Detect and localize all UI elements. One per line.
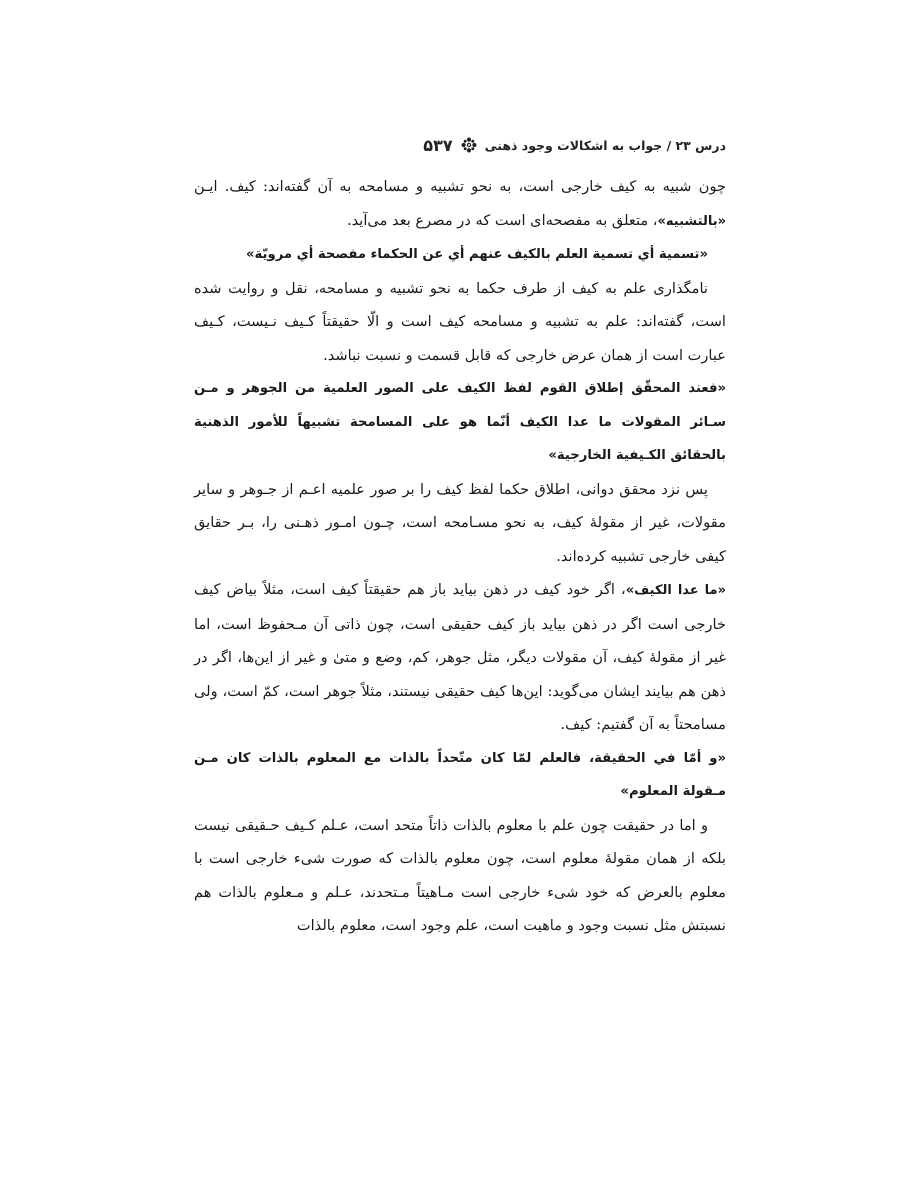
arabic-quote-3: «و أمّا في الحقيقة، فالعلم لمّا كان متّحداً بالذات مع المعلوم بالذات كان مـن مـقولة المعلوم» <box>194 750 726 799</box>
paragraph-1-text: چون شبیه به کیف خارجی است، به نحو تشبیه و مسامحه به آن گفته‌اند: کیف. ایـن <box>194 178 726 195</box>
paragraph-2: نامگذاری علم به کیف از طرف حکما به نحو تشبیه و مسامحه، نقل و روایت شده است، گفته‌اند: علم به تشبیه و مسامحه کیف است و الّا حقیقتاً کـیف نـیست، کـیف عبارت است از همان عرض خارجی که قابل قسمت و نسبت نباشد. <box>194 279 726 364</box>
running-header <box>194 130 726 160</box>
paragraph-5: و اما در حقیقت چون علم با معلوم بالذات ذاتاً متحد است، عـلم کـیف حـقیقی نیست بلکه از همان مقولهٔ معلوم است، چون معلوم بالذات که صورت شیء خارجی است با معلوم بالعرض که خود شیء خارجی است مـاهیتاً مـتحدند، عـلم و مـعلوم بالذات هم نسبتش مثل نسبت وجود و ماهیت است، علم وجود است، معلوم بالذات <box>194 816 726 934</box>
flower-ornament-icon <box>461 137 477 153</box>
book-page <box>194 130 726 943</box>
page-number: ۵۳۷ <box>423 135 453 155</box>
paragraph-4-text: ، اگر خود کیف در ذهن بیاید باز هم حقیقتاً کیف است، مثلاً بیاض کیف خارجی است اگر در ذهن بیاید باز کیف حقیقی است، چون ذاتی آن مـحفوظ است، اما غیر از مقولهٔ کیف، آن مقولات دیگر، مثل جوهر، کم، وضع و متیٰ و غیر از این‌ها، اگر در ذهن هم بیایند ایشان می‌گوید: این‌ها کیف حقیقی نیستند، مثلاً جوهر است، کمّ است، ولی مسامحتاً به آن گفتیم: کیف. <box>194 581 726 733</box>
chapter-title: درس ۲۳ / جواب به اشکالات وجود ذهنی <box>484 137 726 153</box>
paragraph-1-rest: ، متعلق به مفصحه‌ای است که در مصرع بعد می‌آید. <box>347 211 658 229</box>
arabic-quote-2: «فعند المحقّق إطلاق القوم لفظ الكيف على الصور العلمية من الجوهر و مـن سـائر المقولات ما عدا الكيف أنّما هو على المسامحة تشبيهاً للأمور الذهنية بالحقائق الكـيفية الخارجية» <box>194 381 726 463</box>
paragraph-3: پس نزد محقق دوانی، اطلاق حکما لفظ کیف را بر صور علمیه اعـم از جـوهر و سایر مقولات، غیر از مقولهٔ کیف، به نحو مسـامحه است، چـون امـور ذهـنی را، بـر حقایق کیفی خارجی تشبیه کرده‌اند. <box>194 480 726 565</box>
paragraph-4 <box>194 573 726 742</box>
term-ma-ada-alkayf: «ما عدا الكيف» <box>625 583 726 598</box>
paragraph-1 <box>194 170 726 238</box>
term-bittashbih: «بالتشبیه» <box>657 213 726 229</box>
arabic-quote-1: «تسمية أي تسمية العلم بالكيف عنهم أي عن الحكماء مفصحة أي مرويّة» <box>246 247 708 262</box>
